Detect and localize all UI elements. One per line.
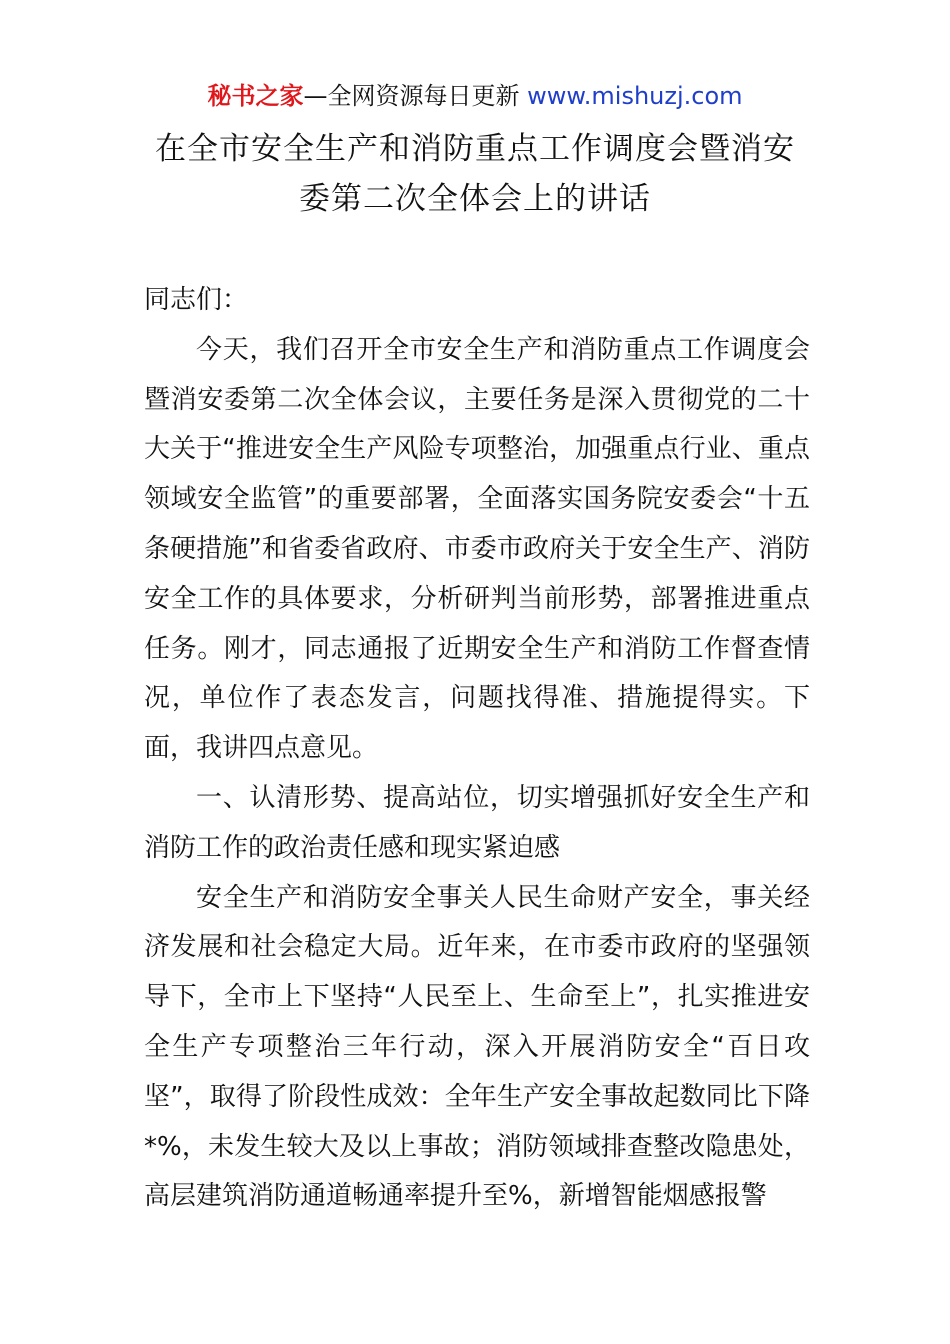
title-line-1: 在全市安全生产和消防重点工作调度会暨消安 <box>155 131 795 167</box>
brand-name: 秘书之家 <box>207 82 304 110</box>
title-line-2: 委第二次全体会上的讲话 <box>299 181 651 217</box>
banner-tagline: —全网资源每日更新 <box>303 82 520 110</box>
paragraph-intro: 今天，我们召开全市安全生产和消防重点工作调度会暨消安委第二次全体会议，主要任务是深入贯彻党的二十大关于“推进安全生产风险专项整治，加强重点行业、重点领域安全监管”的重要部署，全面落实国务院安委会“十五条硬措施”和省委省政府、市委市政府关于安全生产、消防安全工作的具体要求，分析研判当前形势，部署推进重点任务。刚才，同志通报了近期安全生产和消防工作督查情况，单位作了表态发言，问题找得准、措施提得实。下面，我讲四点意见。 <box>144 334 810 764</box>
document-title <box>100 124 850 224</box>
paragraph-section-1: 安全生产和消防安全事关人民生命财产安全，事关经济发展和社会稳定大局。近年来，在市委市政府的坚强领导下，全市上下坚持“人民至上、生命至上”，扎实推进安全生产专项整治三年行动，深入开展消防安全“百日攻坚”，取得了阶段性成效：全年生产安全事故起数同比下降*%，未发生较大及以上事故；消防领域排查整改隐患处，高层建筑消防通道畅通率提升至%，新增智能烟感报警 <box>144 882 810 1212</box>
site-url-link[interactable]: www.mishuzj.com <box>527 82 743 110</box>
site-banner <box>0 80 950 112</box>
salutation: 同志们： <box>144 285 249 315</box>
section-heading-1: 一、认清形势、提高站位，切实增强抓好安全生产和消防工作的政治责任感和现实紧迫感 <box>144 782 810 863</box>
document-body <box>144 276 810 1222</box>
